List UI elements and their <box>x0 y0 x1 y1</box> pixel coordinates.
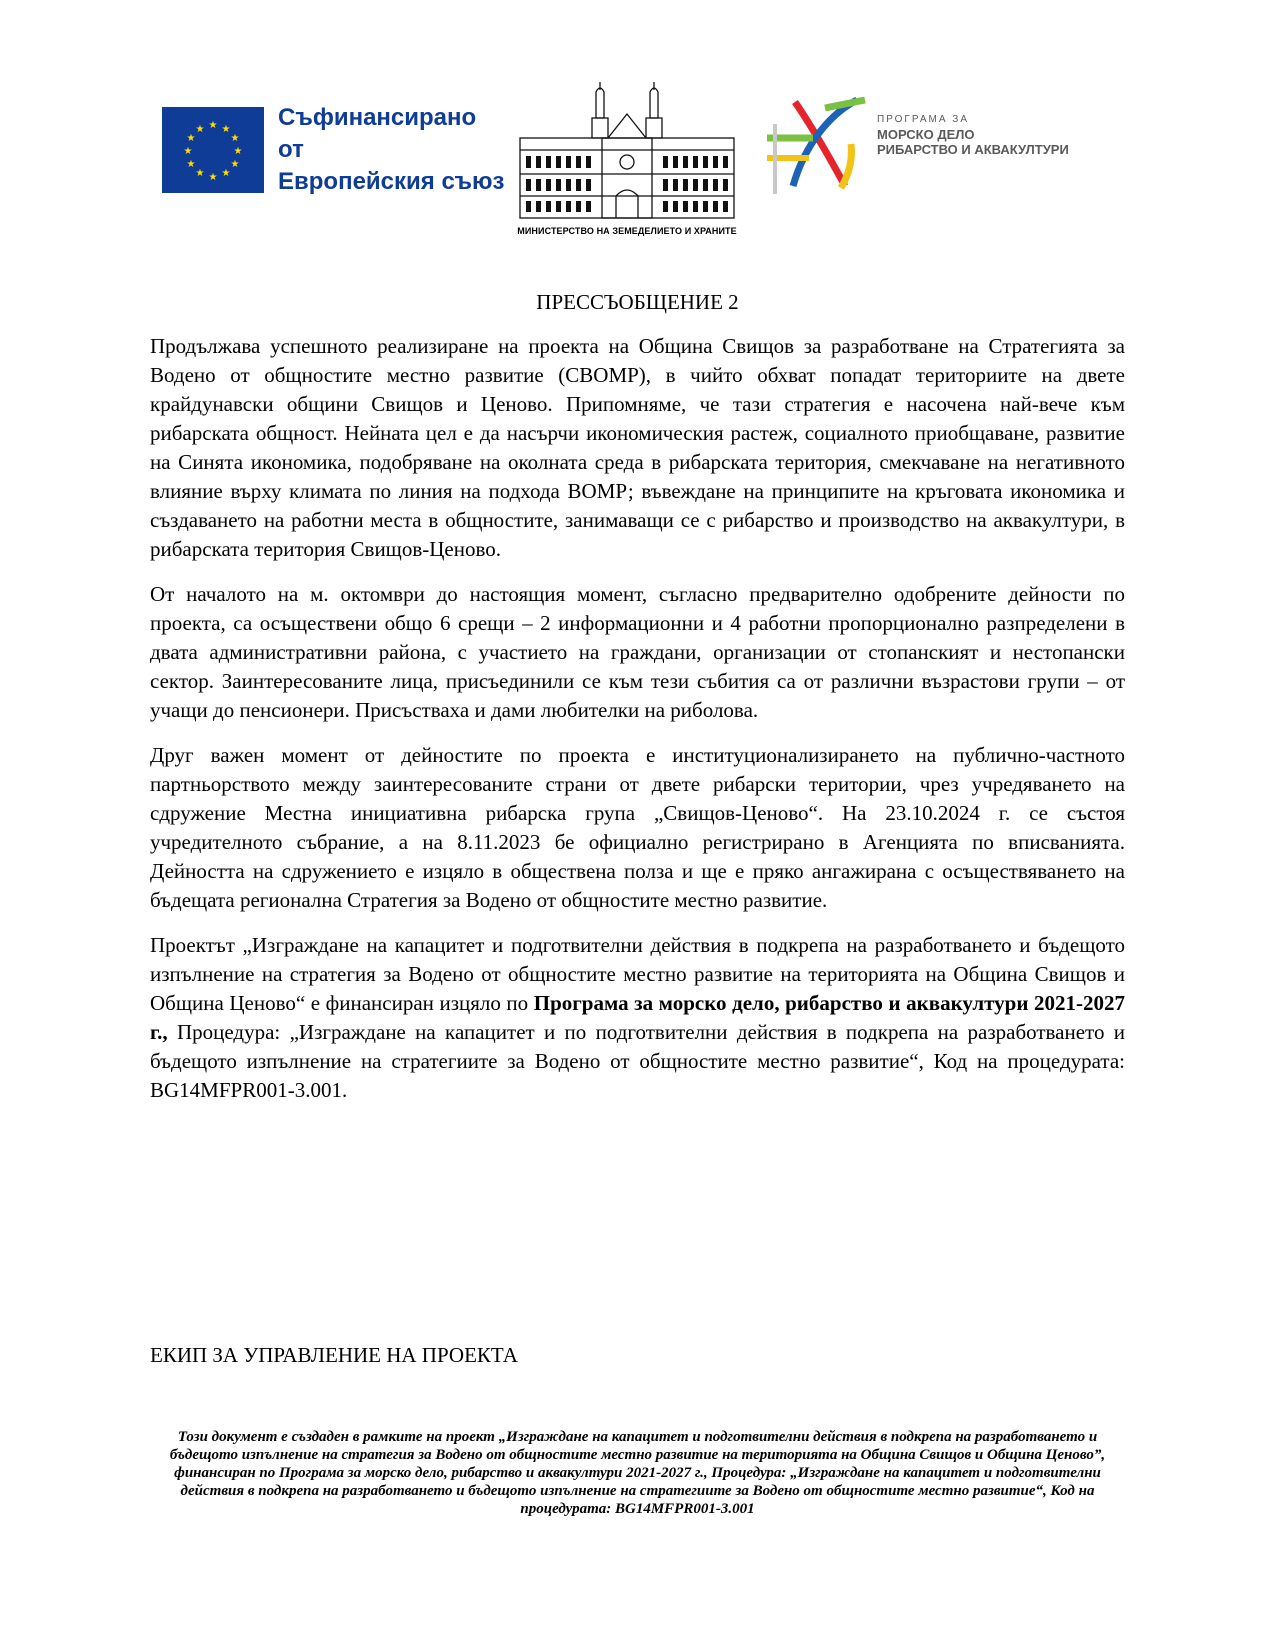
building-icon <box>512 78 742 223</box>
program-name-bold: Програма за морско дело, рибарство и аквакултури 2021-2027 г., <box>150 991 1126 1044</box>
paragraph-2: От началото на м. октомври до настоящия момент, съгласно предварително одобрените дейности по проекта, са осъществени общо 6 срещи – 2 информационни и 4 работни пропорционално разпределени в двата административни района, с участието на граждани, организации от стопанският и нестопански сектор. Заинтересованите лица, присъединили се към тези събития са от различни възрастови групи – от учащи до пенсионери. Присъстваха и дами любителки на риболова. <box>150 582 1125 722</box>
paragraph-4 <box>150 931 1125 1105</box>
program-line2: МОРСКО ДЕЛО <box>877 127 975 142</box>
document-body <box>150 332 1125 1105</box>
page-title: ПРЕССЪОБЩЕНИЕ 2 <box>536 290 739 314</box>
svg-text:★: ★ <box>186 159 196 170</box>
paragraph-4-end: Процедура: „Изграждане на капацитет и по подготвителни действия в подкрепа на разработването и бъдещото изпълнение на стратегиите за Водено от общностите местно развитие“, Код на процедурата: BG14MFPR001-3.001. <box>150 1020 1125 1102</box>
program-emblem-icon <box>765 94 875 194</box>
svg-text:★: ★ <box>195 168 205 179</box>
eu-logo-line1: Съфинансирано от <box>278 104 477 163</box>
svg-text:★: ★ <box>183 146 193 157</box>
eu-stars-icon <box>162 107 264 193</box>
paragraph-4-start: Проектът „Изграждане на капацитет и подготвителни действия в подкрепа на разработването и бъдещото изпълнение на стратегия за Водено от общностите местно развитие на територията на Община Свищов и Община Ценово“ е финансиран изцяло по <box>150 933 1125 1015</box>
eu-cofunded-logo <box>162 100 507 200</box>
svg-text:★: ★ <box>221 168 231 179</box>
program-line1: ПРОГРАМА ЗА <box>877 114 969 125</box>
svg-text:★: ★ <box>195 124 205 135</box>
eu-logo-line2: Европейския съюз <box>278 168 505 195</box>
svg-text:★: ★ <box>208 120 218 131</box>
svg-text:★: ★ <box>208 172 218 183</box>
svg-text:★: ★ <box>186 133 196 144</box>
team-signature: ЕКИП ЗА УПРАВЛЕНИЕ НА ПРОЕКТА <box>150 1343 518 1367</box>
ministry-caption: МИНИСТЕРСТВО НА ЗЕМЕДЕЛИЕТО И ХРАНИТЕ <box>517 226 737 236</box>
header <box>150 78 1130 238</box>
svg-text:★: ★ <box>221 124 231 135</box>
paragraph-1: Продължава успешното реализиране на проекта на Община Свищов за разработване на Стратегията за Водено от общностите местно развитие (СВОМР), в чийто обхват попадат териториите на двете крайдунавски общини Свищов и Ценово. Припомняме, че тази стратегия е насочена най-вече към рибарската общност. Нейната цел е да насърчи икономическия растеж, социалното приобщаване, развитие на Синята икономика, подобряване на околната среда в рибарската територия, смекчаване на негативното влияние върху климата по линия на подхода ВОМР; въвеждане на принципите на кръговата икономика и създаването на работни места в общностите, занимаващи се с рибарство и производство на аквакултури, в рибарската територия Свищов-Ценово. <box>150 334 1125 561</box>
footer-disclaimer: Този документ е създаден в рамките на проект „Изграждане на капацитет и подготвителни действия в подкрепа на разработването и бъдещото изпълнение на стратегия за Водено от общностите местно развитие на територията на Община Свищов и Община Ценово”, финансиран по Програма за морско дело, рибарство и аквакултури 2021-2027 г., Процедура: „Изграждане на капацитет и подготвителни действия в подкрепа на разработването и бъдещото изпълнение на стратегиите за Водено от общностите местно развитие“, Код на процедурата: BG14MFPR001-3.001 <box>169 1429 1106 1517</box>
program-logo <box>765 94 1110 194</box>
svg-text:★: ★ <box>233 146 243 157</box>
paragraph-3: Друг важен момент от дейностите по проекта е институционализирането на публично-частното партньорството между заинтересованите страни от двете рибарски територии, чрез учредяването на сдружение Местна инициативна рибарска група „Свищов-Ценово“. На 23.10.2024 г. се състоя учредителното събрание, а на 8.11.2023 бе официално регистрирано в Агенцията по вписванията. Дейността на сдружението е изцяло в обществена полза и ще е пряко ангажирана с осъществяването на бъдещата регионална Стратегия за Водено от общностите местно развитие. <box>150 743 1125 912</box>
eu-logo-text <box>278 102 507 198</box>
svg-text:★: ★ <box>230 133 240 144</box>
eu-flag-icon <box>162 107 264 193</box>
program-line3: РИБАРСТВО И АКВАКУЛТУРИ <box>877 142 1069 157</box>
program-logo-text <box>877 112 1069 157</box>
ministry-logo <box>512 78 742 236</box>
svg-text:★: ★ <box>230 159 240 170</box>
